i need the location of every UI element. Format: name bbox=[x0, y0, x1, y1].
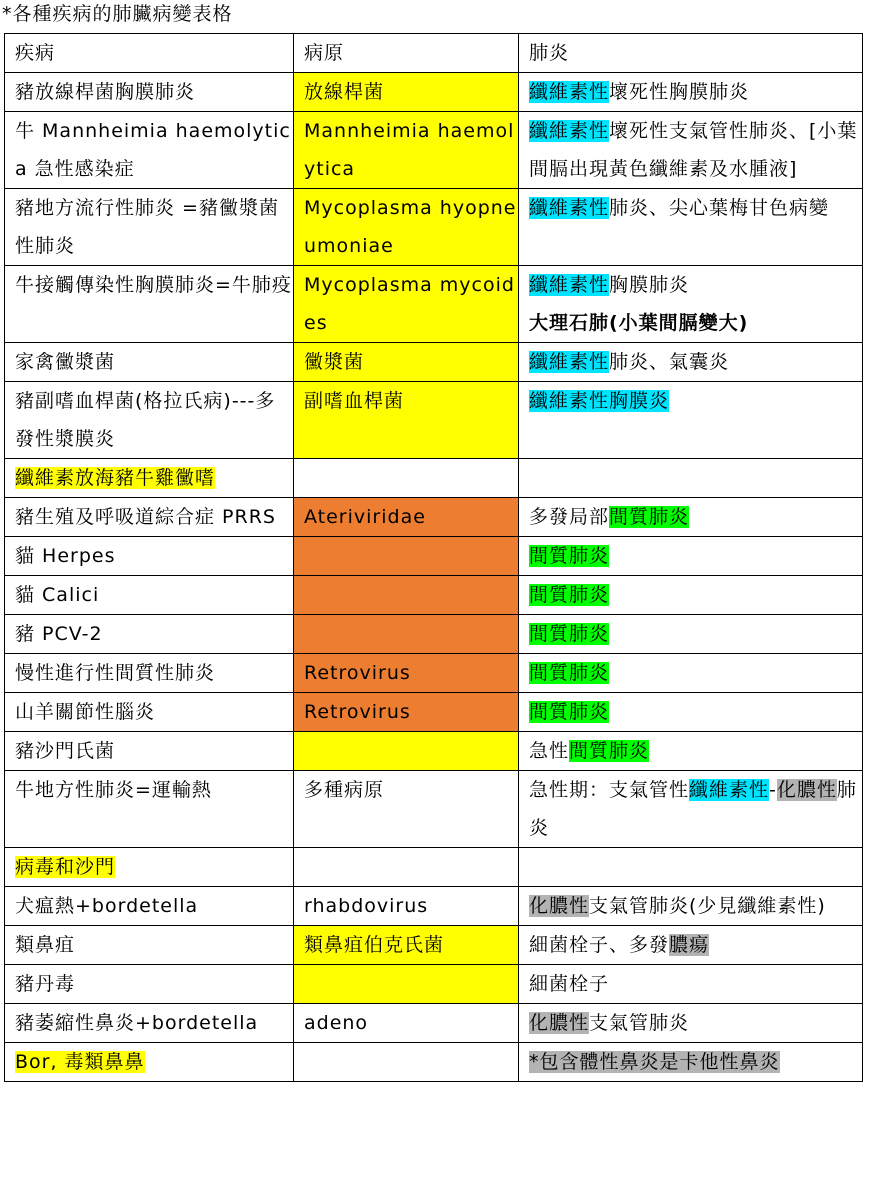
disease-cell bbox=[5, 771, 294, 848]
table-row bbox=[5, 848, 863, 887]
table-row bbox=[5, 1004, 863, 1043]
highlighted-text: 纖維素性 bbox=[689, 779, 770, 801]
highlighted-text: 纖維素性 bbox=[529, 81, 610, 103]
pathogen-cell bbox=[294, 343, 519, 382]
table-row bbox=[5, 887, 863, 926]
cell-text: 貓 Herpes bbox=[15, 545, 116, 567]
pneumonia-cell bbox=[519, 1004, 863, 1043]
disease-cell bbox=[5, 498, 294, 537]
pneumonia-cell bbox=[519, 615, 863, 654]
disease-cell bbox=[5, 887, 294, 926]
cell-text: 豬放線桿菌胸膜肺炎 bbox=[15, 81, 196, 103]
cell-text: 家禽黴漿菌 bbox=[15, 351, 116, 373]
disease-cell bbox=[5, 926, 294, 965]
header-pneumonia: 肺炎 bbox=[519, 34, 863, 73]
cell-text: 類鼻疽伯克氏菌 bbox=[304, 934, 445, 956]
highlighted-text: 纖維素性胸膜炎 bbox=[529, 390, 670, 412]
pathogen-cell bbox=[294, 459, 519, 498]
header-pathogen: 病原 bbox=[294, 34, 519, 73]
cell-text: 肺炎、尖心葉梅甘色病變 bbox=[609, 197, 830, 219]
cell-text: 豬 PCV-2 bbox=[15, 623, 103, 645]
disease-cell bbox=[5, 1043, 294, 1082]
table-row bbox=[5, 654, 863, 693]
highlighted-text: 間質肺炎 bbox=[529, 545, 610, 567]
table-row bbox=[5, 343, 863, 382]
disease-cell bbox=[5, 848, 294, 887]
cell-text: 豬丹毒 bbox=[15, 973, 76, 995]
cell-text: 豬副嗜血桿菌(格拉氏病)---多發性漿膜炎 bbox=[15, 390, 276, 450]
pathogen-cell bbox=[294, 654, 519, 693]
cell-text: 壞死性胸膜肺炎 bbox=[609, 81, 750, 103]
pathogen-cell bbox=[294, 771, 519, 848]
pneumonia-cell bbox=[519, 848, 863, 887]
pneumonia-cell bbox=[519, 189, 863, 266]
cell-text: 豬沙門氏菌 bbox=[15, 740, 116, 762]
pathogen-cell bbox=[294, 498, 519, 537]
cell-text: - bbox=[769, 779, 777, 801]
cell-text: 細菌栓子 bbox=[529, 973, 610, 995]
pneumonia-cell bbox=[519, 693, 863, 732]
disease-cell bbox=[5, 615, 294, 654]
table-row bbox=[5, 498, 863, 537]
highlighted-text: 纖維素性 bbox=[529, 351, 610, 373]
pathogen-cell bbox=[294, 615, 519, 654]
pneumonia-cell bbox=[519, 1043, 863, 1082]
cell-text: 多發局部 bbox=[529, 506, 610, 528]
cell-text: 牛接觸傳染性胸膜肺炎=牛肺疫 bbox=[15, 274, 292, 296]
table-row bbox=[5, 537, 863, 576]
highlighted-text: 化膿性 bbox=[529, 895, 590, 917]
table-row bbox=[5, 112, 863, 189]
disease-cell bbox=[5, 965, 294, 1004]
cell-text: Mycoplasma hyopneumoniae bbox=[304, 197, 517, 257]
cell-text: 貓 Calici bbox=[15, 584, 100, 606]
pathogen-cell bbox=[294, 576, 519, 615]
pathogen-cell bbox=[294, 965, 519, 1004]
cell-text: 豬地方流行性肺炎 =豬黴漿菌性肺炎 bbox=[15, 197, 279, 257]
disease-cell bbox=[5, 266, 294, 343]
table-row bbox=[5, 1043, 863, 1082]
pathogen-cell bbox=[294, 1004, 519, 1043]
cell-text: 類鼻疽 bbox=[15, 934, 76, 956]
disease-cell bbox=[5, 654, 294, 693]
highlighted-text: 纖維素性 bbox=[529, 274, 610, 296]
pneumonia-cell bbox=[519, 73, 863, 112]
disease-cell bbox=[5, 693, 294, 732]
page-title: *各種疾病的肺臟病變表格 bbox=[2, 3, 233, 25]
cell-text: 大理石肺(小葉間膈變大) bbox=[529, 312, 749, 334]
table-row bbox=[5, 382, 863, 459]
table-row bbox=[5, 732, 863, 771]
highlighted-text: 間質肺炎 bbox=[609, 506, 690, 528]
cell-text: 壞死性支氣管性肺炎、[小葉間膈出現黃色纖維素及水腫液] bbox=[529, 120, 858, 180]
highlighted-text: 間質肺炎 bbox=[529, 701, 610, 723]
highlighted-text: 間質肺炎 bbox=[529, 623, 610, 645]
cell-text: 支氣管肺炎(少見纖維素性) bbox=[589, 895, 826, 917]
highlighted-text: *包含體性鼻炎是卡他性鼻炎 bbox=[529, 1051, 780, 1073]
pathogen-cell bbox=[294, 112, 519, 189]
cell-text: 慢性進行性間質性肺炎 bbox=[15, 662, 216, 684]
disease-cell bbox=[5, 537, 294, 576]
cell-text: 牛地方性肺炎=運輸熱 bbox=[15, 779, 212, 801]
pneumonia-cell bbox=[519, 498, 863, 537]
cell-text: Retrovirus bbox=[304, 662, 411, 684]
cell-text: 肺炎 bbox=[529, 779, 857, 839]
highlighted-text: 間質肺炎 bbox=[569, 740, 650, 762]
pneumonia-cell bbox=[519, 537, 863, 576]
cell-text: 支氣管肺炎 bbox=[589, 1012, 690, 1034]
cell-text: Retrovirus bbox=[304, 701, 411, 723]
pathogen-cell bbox=[294, 693, 519, 732]
pathogen-cell bbox=[294, 189, 519, 266]
pneumonia-cell bbox=[519, 343, 863, 382]
cell-text: 胸膜肺炎 bbox=[609, 274, 690, 296]
pathogen-cell bbox=[294, 537, 519, 576]
table-row bbox=[5, 73, 863, 112]
disease-cell bbox=[5, 112, 294, 189]
disease-cell bbox=[5, 1004, 294, 1043]
table-row bbox=[5, 266, 863, 343]
highlighted-text: 膿瘍 bbox=[669, 934, 710, 956]
table-row bbox=[5, 693, 863, 732]
cell-text: 山羊關節性腦炎 bbox=[15, 701, 156, 723]
highlighted-text: 化膿性 bbox=[529, 1012, 590, 1034]
cell-text: 肺炎、氣囊炎 bbox=[609, 351, 730, 373]
pneumonia-cell bbox=[519, 887, 863, 926]
highlighted-text: 纖維素性 bbox=[529, 197, 610, 219]
pneumonia-cell bbox=[519, 654, 863, 693]
highlighted-text: 間質肺炎 bbox=[529, 584, 610, 606]
pneumonia-cell bbox=[519, 382, 863, 459]
cell-text: 放線桿菌 bbox=[304, 81, 385, 103]
lung-lesion-table bbox=[4, 33, 863, 1082]
table-header-row bbox=[5, 34, 863, 73]
table-row bbox=[5, 189, 863, 266]
pneumonia-cell bbox=[519, 926, 863, 965]
pathogen-cell bbox=[294, 887, 519, 926]
table-row bbox=[5, 576, 863, 615]
table-row bbox=[5, 615, 863, 654]
cell-text: 豬萎縮性鼻炎+bordetella bbox=[15, 1012, 259, 1034]
cell-text: adeno bbox=[304, 1012, 369, 1034]
cell-text: 豬生殖及呼吸道綜合症 PRRS bbox=[15, 506, 276, 528]
pneumonia-cell bbox=[519, 266, 863, 343]
pathogen-cell bbox=[294, 73, 519, 112]
disease-cell bbox=[5, 459, 294, 498]
table-row bbox=[5, 771, 863, 848]
cell-text: 多種病原 bbox=[304, 779, 385, 801]
cell-text: Mycoplasma mycoides bbox=[304, 274, 515, 334]
highlighted-text: 間質肺炎 bbox=[529, 662, 610, 684]
pathogen-cell bbox=[294, 382, 519, 459]
cell-text: 細菌栓子、多發 bbox=[529, 934, 670, 956]
cell-text: 牛 Mannheimia haemolytica 急性感染症 bbox=[15, 120, 291, 180]
cell-text: rhabdovirus bbox=[304, 895, 429, 917]
table-row bbox=[5, 459, 863, 498]
cell-text: Mannheimia haemolytica bbox=[304, 120, 515, 180]
cell-text: 急性期：支氣管性 bbox=[529, 779, 690, 801]
disease-cell bbox=[5, 189, 294, 266]
disease-cell bbox=[5, 732, 294, 771]
cell-text: Ateriviridae bbox=[304, 506, 426, 528]
highlighted-text: 化膿性 bbox=[776, 779, 837, 801]
highlighted-text: 纖維素性 bbox=[529, 120, 610, 142]
disease-cell bbox=[5, 382, 294, 459]
pathogen-cell bbox=[294, 266, 519, 343]
cell-text: 急性 bbox=[529, 740, 570, 762]
disease-cell bbox=[5, 73, 294, 112]
pneumonia-cell bbox=[519, 965, 863, 1004]
pathogen-cell bbox=[294, 1043, 519, 1082]
pneumonia-cell bbox=[519, 732, 863, 771]
table-row bbox=[5, 965, 863, 1004]
highlighted-text: Bor, 毒類鼻鼻 bbox=[15, 1051, 145, 1073]
pathogen-cell bbox=[294, 926, 519, 965]
pathogen-cell bbox=[294, 848, 519, 887]
highlighted-text: 纖維素放海豬牛雞黴嗜 bbox=[15, 467, 216, 489]
pneumonia-cell bbox=[519, 459, 863, 498]
disease-cell bbox=[5, 576, 294, 615]
pneumonia-cell bbox=[519, 576, 863, 615]
header-disease: 疾病 bbox=[5, 34, 294, 73]
table-row bbox=[5, 926, 863, 965]
cell-text: 黴漿菌 bbox=[304, 351, 365, 373]
cell-text: 副嗜血桿菌 bbox=[304, 390, 405, 412]
disease-cell bbox=[5, 343, 294, 382]
pathogen-cell bbox=[294, 732, 519, 771]
pneumonia-cell bbox=[519, 771, 863, 848]
highlighted-text: 病毒和沙門 bbox=[15, 856, 116, 878]
cell-text: 犬瘟熱+bordetella bbox=[15, 895, 199, 917]
pneumonia-cell bbox=[519, 112, 863, 189]
